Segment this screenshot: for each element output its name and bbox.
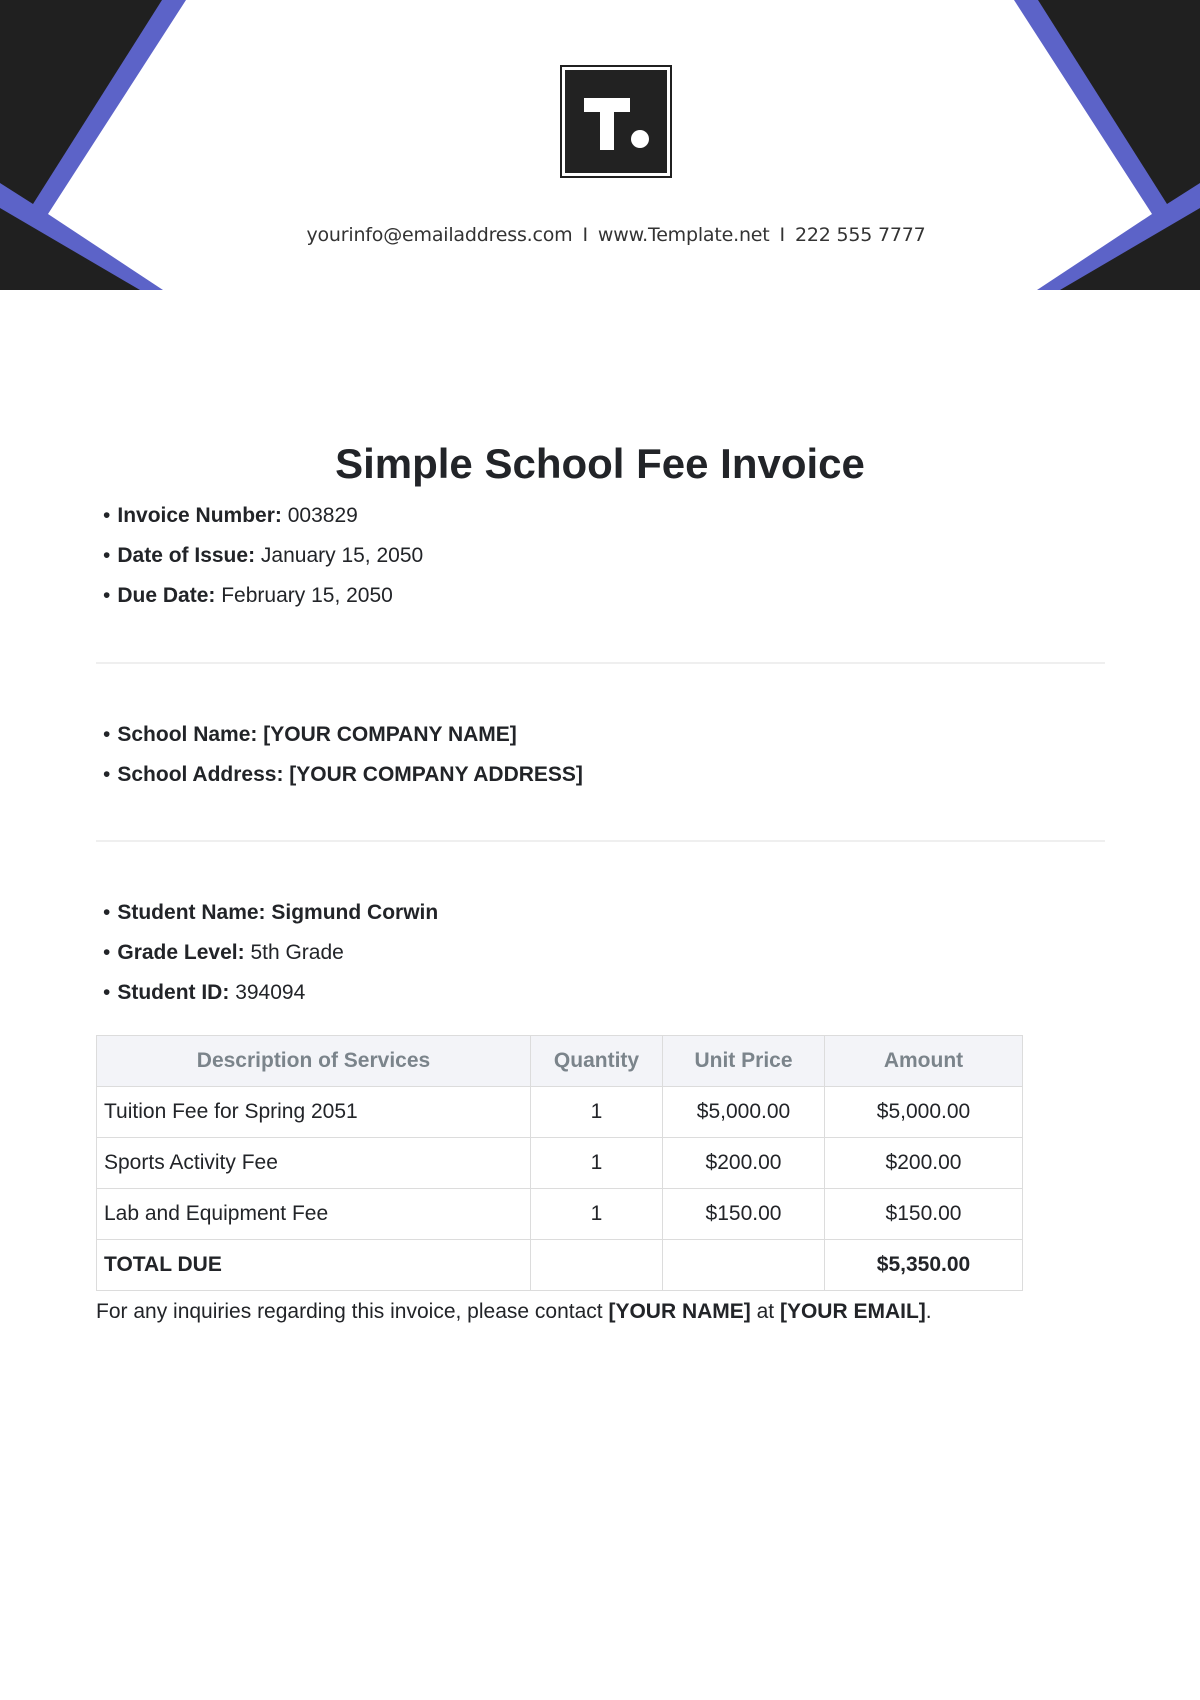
school-info-list [103,715,583,795]
total-label: TOTAL DUE [97,1240,531,1291]
cell-description: Tuition Fee for Spring 2051 [97,1087,531,1138]
grade-level-item [103,933,438,973]
page-title: Simple School Fee Invoice [335,440,865,487]
total-unit-price [663,1240,825,1291]
section-divider [96,840,1105,842]
school-address-item [103,755,583,795]
cell-amount: $5,000.00 [825,1087,1023,1138]
cell-quantity: 1 [531,1189,663,1240]
logo-icon [560,65,672,178]
school-address-label: School Address: [117,763,284,786]
inquiry-prefix: For any inquiries regarding this invoice, please contact [96,1300,609,1323]
contact-separator: I [582,224,588,246]
cell-description: Sports Activity Fee [97,1138,531,1189]
inquiry-contact-name: [YOUR NAME] [608,1300,751,1323]
contact-separator: I [779,224,785,246]
table-row [97,1087,1023,1138]
contact-line [0,224,1200,246]
contact-email: yourinfo@emailaddress.com [306,224,573,246]
cell-amount: $200.00 [825,1138,1023,1189]
student-info-list [103,893,438,1013]
student-name-value: Sigmund Corwin [271,901,439,924]
school-address-value: [YOUR COMPANY ADDRESS] [289,763,583,786]
header-amount: Amount [825,1036,1023,1087]
date-of-issue-label: Date of Issue: [117,544,256,567]
section-divider [96,662,1105,664]
student-id-label: Student ID: [117,981,230,1004]
due-date-item [103,576,423,616]
inquiry-suffix: . [925,1300,932,1323]
cell-quantity: 1 [531,1138,663,1189]
student-name-label: Student Name: [117,901,266,924]
student-id-value: 394094 [235,981,306,1004]
inquiry-contact-email: [YOUR EMAIL] [779,1300,926,1323]
table-header-row [97,1036,1023,1087]
cell-description: Lab and Equipment Fee [97,1189,531,1240]
student-name-item [103,893,438,933]
contact-phone: 222 555 7777 [794,224,926,246]
contact-website: www.Template.net [597,224,770,246]
inquiry-note [96,1300,932,1324]
total-amount: $5,350.00 [825,1240,1023,1291]
table-row [97,1189,1023,1240]
cell-unit-price: $150.00 [663,1189,825,1240]
fees-table [96,1035,1023,1291]
table-row [97,1138,1023,1189]
cell-quantity: 1 [531,1087,663,1138]
header-unit-price: Unit Price [663,1036,825,1087]
date-of-issue-value: January 15, 2050 [260,544,424,567]
invoice-number-label: Invoice Number: [117,504,282,527]
company-logo [560,65,672,178]
invoice-number-value: 003829 [287,504,358,527]
due-date-value: February 15, 2050 [221,584,393,607]
grade-level-label: Grade Level: [117,941,245,964]
date-of-issue-item [103,536,423,576]
grade-level-value: 5th Grade [250,941,344,964]
due-date-label: Due Date: [117,584,216,607]
header-description: Description of Services [97,1036,531,1087]
invoice-number-item [103,496,423,536]
cell-unit-price: $5,000.00 [663,1087,825,1138]
cell-amount: $150.00 [825,1189,1023,1240]
school-name-label: School Name: [117,723,258,746]
invoice-info-list [103,496,423,616]
page-header [0,0,1200,290]
total-row [97,1240,1023,1291]
student-id-item [103,973,438,1013]
inquiry-middle: at [750,1300,780,1323]
school-name-item [103,715,583,755]
cell-unit-price: $200.00 [663,1138,825,1189]
header-quantity: Quantity [531,1036,663,1087]
school-name-value: [YOUR COMPANY NAME] [263,723,517,746]
total-quantity [531,1240,663,1291]
